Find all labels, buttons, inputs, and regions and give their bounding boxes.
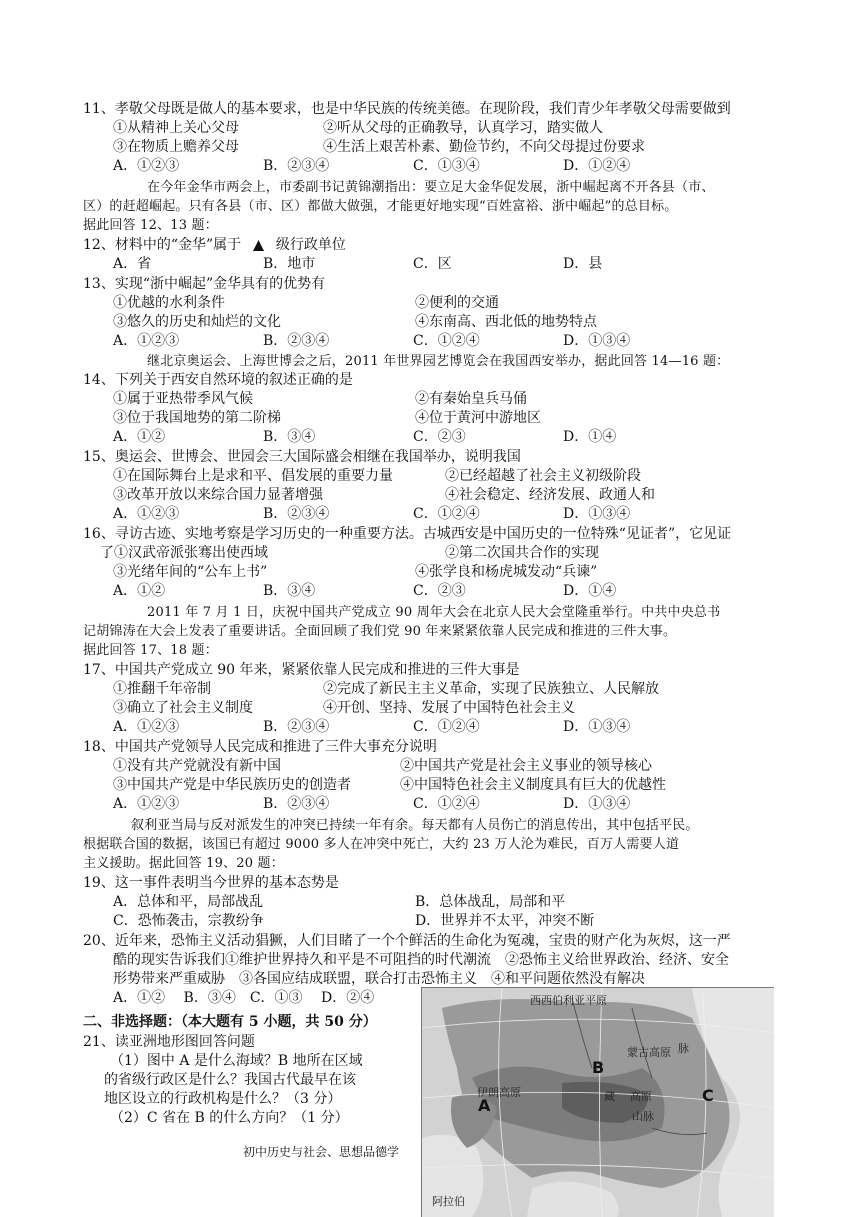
q16-choice-d: D．①④ <box>563 583 617 599</box>
q21-line1: （1）图中 A 是什么海域？B 地所在区域 <box>110 1053 363 1069</box>
question-13-stem: 13、实现“浙中崛起”金华具有的优势有 <box>83 276 326 292</box>
page-footer: 初中历史与社会、思想品德学 <box>243 1145 400 1159</box>
q11-choice-b: B．②③④ <box>263 158 330 174</box>
map-label-arabia: 阿拉伯 <box>432 1195 465 1208</box>
q18-choice-a: A．①②③ <box>113 796 180 812</box>
material-17-line1: 2011 年 7 月 1 日，庆祝中国共产党成立 90 周年大会在北京人民大会堂隆重举行。中共中央总书 <box>147 605 721 620</box>
q18-item-1: ①没有共产党就没有新中国 <box>113 758 281 774</box>
map-label-mountains: 山脉 <box>632 1110 654 1123</box>
material-12-line1: 在今年金华市两会上，市委副书记黄锦潮指出：要立足大金华促发展，浙中崛起离不开各县（市、 <box>147 180 715 195</box>
question-17-stem: 17、中国共产党成立 90 年来，紧紧依靠人民完成和推进的三件大事是 <box>83 662 520 678</box>
q15-choice-a: A．①②③ <box>113 506 180 522</box>
question-11-stem: 11、孝敬父母既是做人的基本要求，也是中华民族的传统美德。在现阶段，我们青少年孝敬父母需要做到 <box>83 101 731 117</box>
question-15-stem: 15、奥运会、世博会、世园会三大国际盛会相继在我国举办，说明我国 <box>83 449 521 465</box>
question-19-stem: 19、这一事件表明当今世界的基本态势是 <box>83 875 339 891</box>
q13-item-1: ①优越的水利条件 <box>113 295 225 311</box>
map-label-mongolian-plateau: 蒙古高原 <box>627 1046 671 1059</box>
q18-item-2: ②中国共产党是社会主义事业的领导核心 <box>400 758 652 774</box>
question-21-stem: 21、读亚洲地形图回答问题 <box>83 1034 255 1050</box>
q16-item-1: 了①汉武帝派张骞出使西域 <box>100 545 268 561</box>
q12-choice-a: A．省 <box>113 256 152 272</box>
q14-item-3: ③位于我国地势的第二阶梯 <box>113 410 281 426</box>
q15-item-2: ②已经超越了社会主义初级阶段 <box>445 468 641 484</box>
question-20-line2: 酷的现实告诉我们①维护世界持久和平是不可阻挡的时代潮流 ②恐怖主义给世界政治、经济、安全 <box>113 952 729 968</box>
q18-item-4: ④中国特色社会主义制度具有巨大的优越性 <box>400 777 666 793</box>
q17-choice-c: C．①②④ <box>413 719 480 735</box>
material-12-line3: 据此回答 12、13 题： <box>83 218 218 233</box>
q11-choice-c: C．①③④ <box>413 158 480 174</box>
q11-choice-d: D．①②④ <box>563 158 631 174</box>
q12-choice-c: C．区 <box>413 256 452 272</box>
q12-stem-b: 级行政单位 <box>275 237 346 253</box>
q16-choice-c: C．②③ <box>413 583 466 599</box>
question-16-stem: 16、寻访古迹、实地考察是学习历史的一种重要方法。古城西安是中国历史的一位特殊“见证者”，它见证 <box>83 526 732 542</box>
q20-choices: A．①② B．③④ C．①③ D．②④ <box>113 990 375 1006</box>
question-20-line3: 形势带来严重威胁 ③各国应结成联盟，联合打击恐怖主义 ④和平问题依然没有解决 <box>113 971 645 987</box>
q18-item-3: ③中国共产党是中华民族历史的创造者 <box>113 777 351 793</box>
q17-item-3: ③确立了社会主义制度 <box>113 700 253 716</box>
q15-choice-d: D．①③④ <box>563 506 631 522</box>
q14-choice-b: B．③④ <box>263 429 316 445</box>
q21-line2: 的省级行政区是什么？我国古代最早在该 <box>104 1072 356 1088</box>
q18-choice-c: C．①②④ <box>413 796 480 812</box>
q19-choice-a: A．总体和平，局部战乱 <box>113 894 264 910</box>
map-marker-b: B <box>592 1058 605 1077</box>
q21-line4: （2）C 省在 B 的什么方向？（1 分） <box>110 1110 349 1126</box>
material-19-line1: 叙利亚当局与反对派发生的冲突已持续一年有余。每天都有人员伤亡的消息传出，其中包括平民。 <box>131 818 699 833</box>
q13-item-2: ②便利的交通 <box>415 295 499 311</box>
map-marker-c: C <box>702 1086 714 1105</box>
q14-choice-c: C．②③ <box>413 429 466 445</box>
q13-item-3: ③悠久的历史和灿烂的文化 <box>113 314 281 330</box>
q11-item-4: ④生活上艰苦朴素、勤俭节约，不向父母提过份要求 <box>323 139 645 155</box>
q19-choice-d: D．世界并不太平，冲突不断 <box>415 913 595 929</box>
map-label-tibet: 藏 <box>604 1090 615 1103</box>
q15-item-1: ①在国际舞台上是求和平、倡发展的重要力量 <box>113 468 393 484</box>
q16-choice-b: B．③④ <box>263 583 316 599</box>
q15-choice-c: C．①②④ <box>413 506 480 522</box>
map-label-mountain-range: 脉 <box>678 1042 689 1055</box>
q15-item-3: ③改革开放以来综合国力显著增强 <box>113 487 323 503</box>
answer-blank: ▲ <box>253 237 264 253</box>
q16-item-4: ④张学良和杨虎城发动“兵谏” <box>415 564 598 580</box>
map-label-west-siberian-plain: 西西伯利亚平原 <box>530 994 607 1007</box>
q16-choice-a: A．①② <box>113 583 166 599</box>
q13-choice-a: A．①②③ <box>113 333 180 349</box>
q17-item-2: ②完成了新民主主义革命，实现了民族独立、人民解放 <box>323 681 659 697</box>
map-drawing <box>422 988 774 1217</box>
question-14-stem: 14、下列关于西安自然环境的叙述正确的是 <box>83 372 353 388</box>
q12-stem-a: 12、材料中的“金华”属于 <box>83 237 242 253</box>
q14-item-2: ②有秦始皇兵马俑 <box>415 391 527 407</box>
material-17-line2: 记胡锦涛在大会上发表了重要讲话。全面回顾了我们党 90 年来紧紧依靠人民完成和推进的三件大事。 <box>83 624 677 639</box>
material-17-line3: 据此回答 17、18 题： <box>83 643 218 658</box>
q17-choice-a: A．①②③ <box>113 719 180 735</box>
q19-choice-b: B．总体战乱，局部和平 <box>415 894 566 910</box>
material-12-line2: 区）的赶超崛起。只有各县（市、区）都做大做强，才能更好地实现“百姓富裕、浙中崛起”的总目标。 <box>83 199 678 214</box>
q12-choice-b: B．地市 <box>263 256 316 272</box>
q16-item-3: ③光绪年间的“公车上书” <box>113 564 268 580</box>
question-20-line1: 20、近年来，恐怖主义活动猖獗，人们目睹了一个个鲜活的生命化为冤魂，宝贵的财产化为灰烬，这一严 <box>83 933 731 949</box>
map-label-plateau: 高原 <box>630 1090 652 1103</box>
question-18-stem: 18、中国共产党领导人民完成和推进了三件大事充分说明 <box>83 739 437 755</box>
asia-terrain-map <box>421 987 774 1217</box>
material-19-line3: 主义援助。据此回答 19、20 题： <box>83 856 284 871</box>
q11-item-3: ③在物质上赡养父母 <box>113 139 239 155</box>
q19-choice-c: C．恐怖袭击，宗教纷争 <box>113 913 264 929</box>
q11-item-1: ①从精神上关心父母 <box>113 120 239 136</box>
q12-choice-d: D．县 <box>563 256 603 272</box>
q14-choice-d: D．①④ <box>563 429 617 445</box>
q14-choice-a: A．①② <box>113 429 166 445</box>
q17-item-1: ①推翻千年帝制 <box>113 681 211 697</box>
q11-item-2: ②听从父母的正确教导，认真学习，踏实做人 <box>323 120 603 136</box>
q15-choice-b: B．②③④ <box>263 506 330 522</box>
map-marker-a: A <box>478 1096 491 1115</box>
q17-choice-b: B．②③④ <box>263 719 330 735</box>
q18-choice-b: B．②③④ <box>263 796 330 812</box>
question-12-stem <box>83 236 346 255</box>
q13-item-4: ④东南高、西北低的地势特点 <box>415 314 597 330</box>
map-label-iranian-plateau: 伊朗高原 <box>477 1086 521 1099</box>
q17-choice-d: D．①③④ <box>563 719 631 735</box>
q15-item-4: ④社会稳定、经济发展、政通人和 <box>445 487 655 503</box>
q13-choice-b: B．②③④ <box>263 333 330 349</box>
q14-item-4: ④位于黄河中游地区 <box>415 410 541 426</box>
q16-item-2: ②第二次国共合作的实现 <box>445 545 599 561</box>
q18-choice-d: D．①③④ <box>563 796 631 812</box>
q11-choice-a: A．①②③ <box>113 158 180 174</box>
q14-item-1: ①属于亚热带季风气候 <box>113 391 253 407</box>
q17-item-4: ④开创、坚持、发展了中国特色社会主义 <box>323 700 575 716</box>
q21-line3: 地区设立的行政机构是什么？（3 分） <box>104 1091 342 1107</box>
material-14: 继北京奥运会、上海世博会之后，2011 年世界园艺博览会在我国西安举办，据此回答 14—16 题： <box>147 354 730 369</box>
section-2-heading: 二、非选择题：（本大题有 5 小题，共 50 分） <box>83 1014 377 1030</box>
q13-choice-c: C．①②④ <box>413 333 480 349</box>
material-19-line2: 根据联合国的数据，该国已有超过 9000 多人在冲突中死亡，大约 23 万人沦为难民，百万人需要人道 <box>83 837 680 852</box>
q13-choice-d: D．①③④ <box>563 333 631 349</box>
